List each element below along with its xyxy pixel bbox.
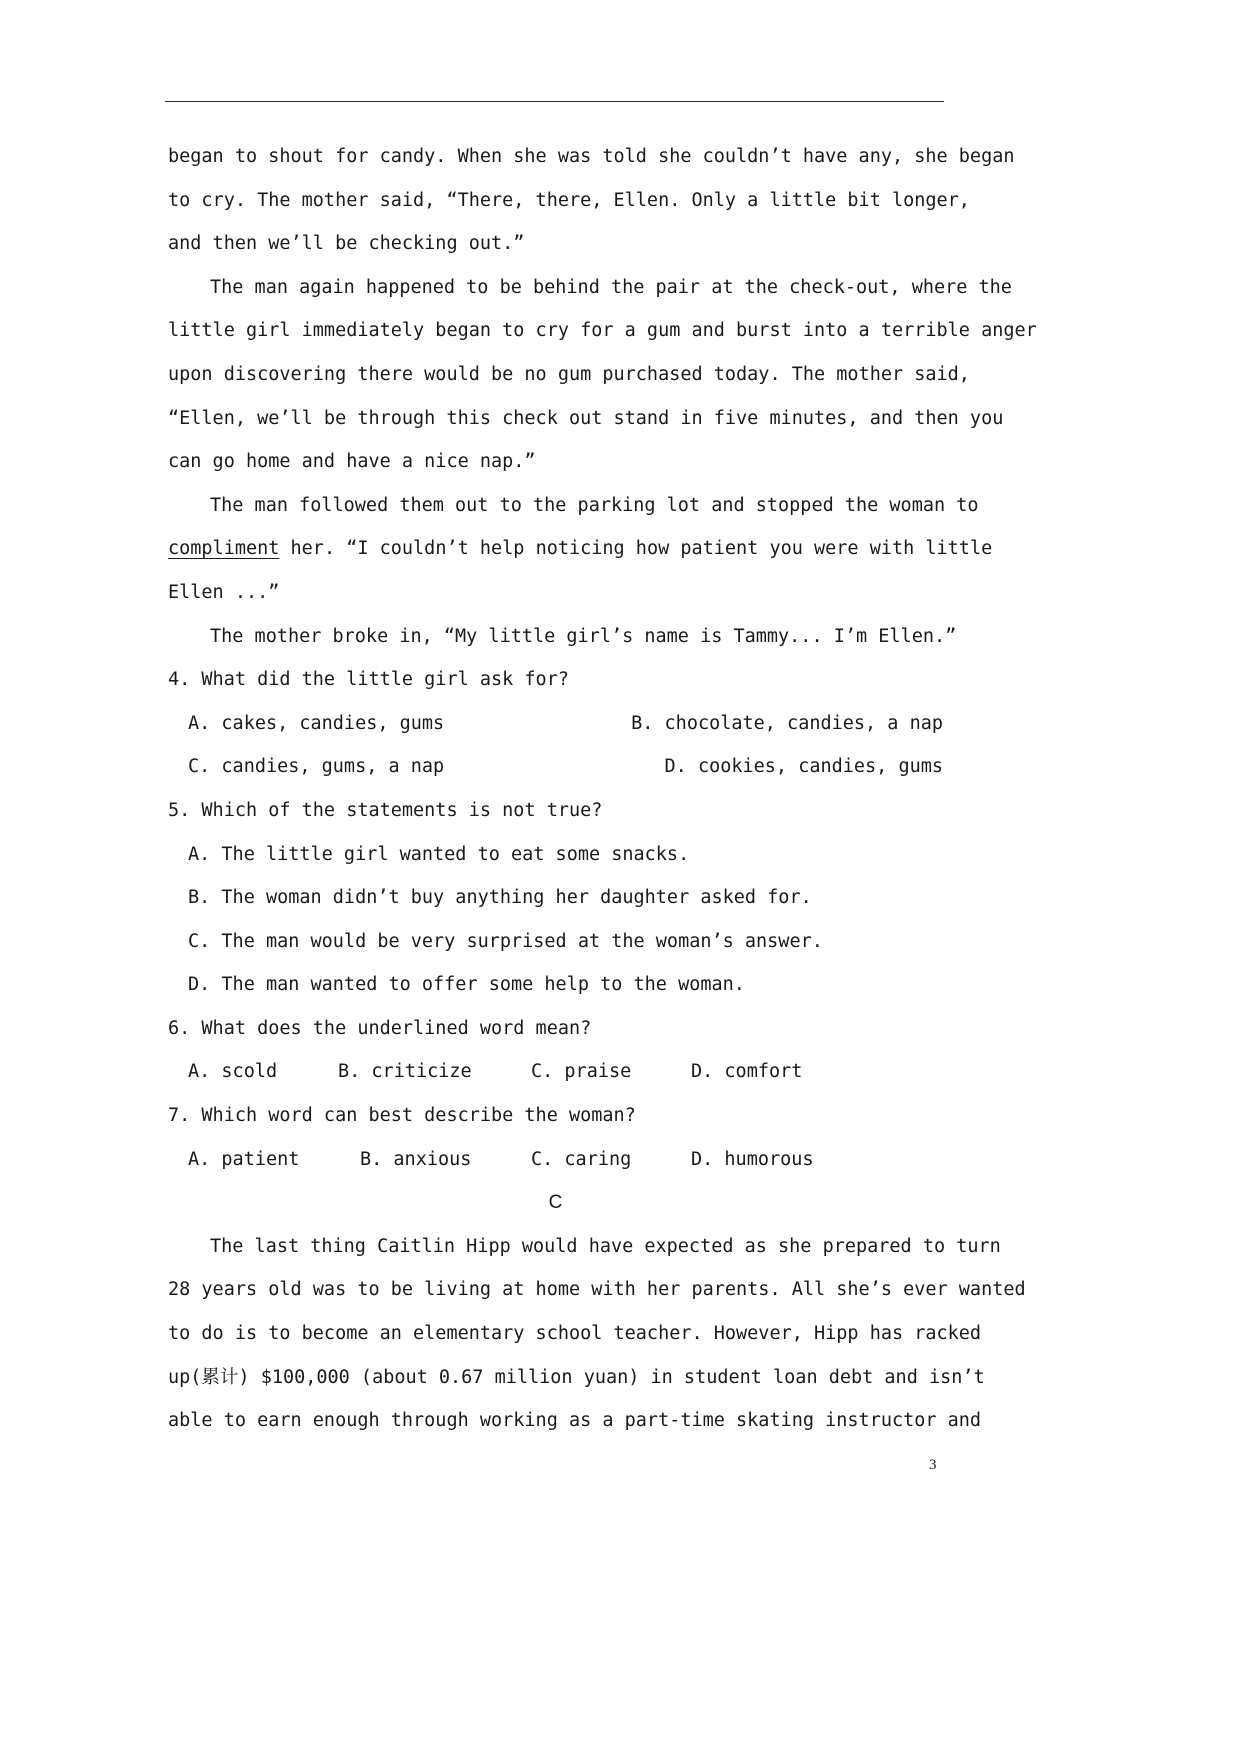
option-b: B. anxious (360, 1148, 472, 1170)
passage-line: began to shout for candy. When she was told she couldn’t have any, she began (168, 146, 1015, 167)
option-a: A. cakes, candies, gums (188, 712, 445, 734)
option-d: D. The man wanted to offer some help to the woman. (188, 974, 745, 996)
option-d: D. comfort (691, 1061, 803, 1083)
section-title: C (548, 1192, 563, 1214)
option-a: A. The little girl wanted to eat some snacks. (188, 843, 690, 865)
passage-line: little girl immediately began to cry for a gum and burst into a terrible anger (168, 320, 1037, 342)
question-stem: 7. Which word can best describe the woman? (168, 1105, 636, 1127)
passage-line: Ellen ...” (168, 581, 280, 603)
header-rule (165, 101, 944, 102)
passage-line: 28 years old was to be living at home with her parents. All she’s ever wanted (168, 1279, 1026, 1301)
option-d: D. cookies, candies, gums (664, 756, 943, 778)
passage-line: able to earn enough through working as a part-time skating instructor and (168, 1410, 982, 1432)
option-b: B. criticize (338, 1061, 472, 1083)
passage-line: “Ellen, we’ll be through this check out stand in five minutes, and then you (168, 407, 1004, 429)
document-body (168, 135, 1037, 1443)
passage-line: can go home and have a nice nap.” (168, 451, 536, 473)
passage-line: The man again happened to be behind the pair at the check-out, where the (210, 276, 1012, 298)
option-row (168, 745, 943, 789)
option-c: C. The man would be very surprised at the woman’s answer. (188, 930, 823, 952)
option-row (168, 1050, 943, 1094)
passage-line: The mother broke in, “My little girl’s name is Tammy... I’m Ellen.” (210, 625, 957, 647)
passage-line: up(累计) $100,000 (about 0.67 million yuan) in student loan debt and isn’t (168, 1366, 985, 1388)
passage-line: to do is to become an elementary school teacher. However, Hipp has racked (168, 1323, 982, 1345)
option-a: A. patient (188, 1148, 300, 1170)
option-b: B. The woman didn’t buy anything her daughter asked for. (188, 887, 812, 909)
option-c: C. candies, gums, a nap (188, 756, 445, 778)
passage-line: The man followed them out to the parking lot and stopped the woman to (210, 494, 979, 516)
page-number: 3 (929, 1457, 937, 1473)
option-c: C. praise (531, 1061, 632, 1083)
passage-line (168, 527, 993, 571)
option-a: A. scold (188, 1061, 278, 1083)
question-stem: 4. What did the little girl ask for? (168, 669, 569, 691)
passage-text: her. “I couldn’t help noticing how patient you were with little (279, 538, 993, 560)
passage-line: The last thing Caitlin Hipp would have expected as she prepared to turn (210, 1235, 1001, 1257)
option-row (168, 702, 943, 746)
passage-line: and then we’ll be checking out.” (168, 233, 525, 255)
passage-line: to cry. The mother said, “There, there, Ellen. Only a little bit longer, (168, 189, 970, 211)
option-d: D. humorous (691, 1148, 814, 1170)
underlined-word: compliment (168, 538, 280, 560)
passage-line: upon discovering there would be no gum purchased today. The mother said, (168, 363, 970, 385)
option-c: C. caring (531, 1148, 632, 1170)
option-b: B. chocolate, candies, a nap (631, 712, 943, 734)
question-stem: 6. What does the underlined word mean? (168, 1017, 592, 1039)
question-stem: 5. Which of the statements is not true? (168, 799, 603, 821)
option-row (168, 1138, 943, 1182)
